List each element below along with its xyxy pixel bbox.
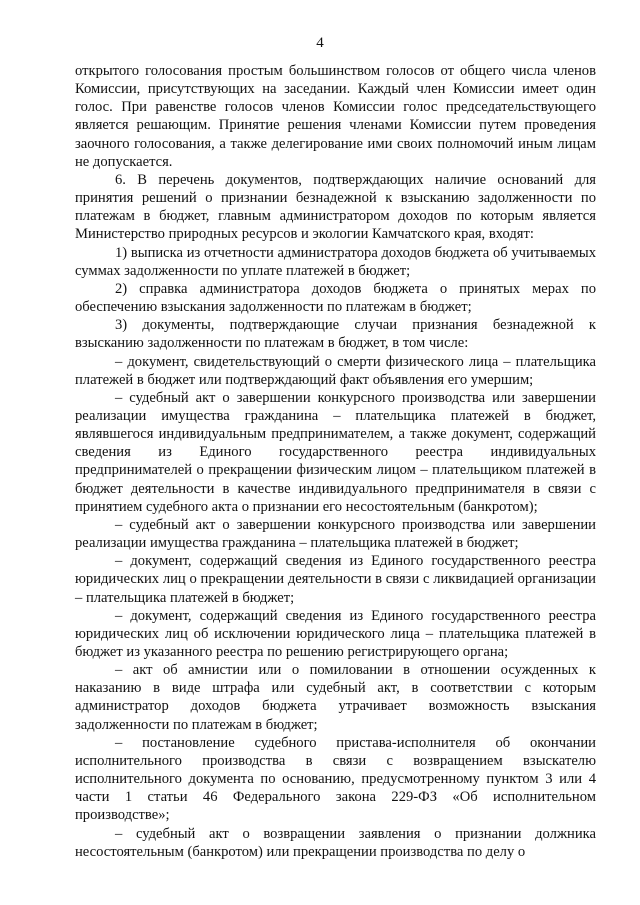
paragraph-item-6: 6. В перечень документов, подтверждающих наличие оснований для принятия решений о признании безнадежной к взысканию задолженности по платежам в бюджет, главным администратором доходов по которым является Министерство природных ресурсов и экологии Камчатского края, входят: [75, 171, 596, 243]
page-number: 4 [316, 35, 324, 51]
paragraph-voting-continuation: открытого голосования простым большинством голосов от общего числа членов Комиссии, присутствующих на заседании. Каждый член Комиссии имеет один голос. При равенстве голосов членов Комиссии голос председательствующего является решающим. Принятие решения членами Комиссии путем проведения заочного голосования, а также делегирование ими своих полномочий иным лицам не допускается. [75, 63, 596, 170]
dash-item-liquidation-document: – документ, содержащий сведения из Единого государственного реестра юридических лиц о прекращении деятельности в связи с ликвидацией организации – плательщика платежей в бюджет; [75, 553, 596, 606]
dash-item-amnesty-act: – акт об амнистии или о помиловании в отношении осужденных к наказанию в виде штрафа или судебный акт, в соответствии с которым администратор доходов бюджета утрачивает возможность взыскания задолженности по платежам в бюджет; [75, 662, 596, 733]
list-item-1-statement: 1) выписка из отчетности администратора доходов бюджета об учитываемых суммах задолженности по уплате платежей в бюджет; [75, 244, 596, 279]
list-item-3-documents: 3) документы, подтверждающие случаи признания безнадежной к взысканию задолженности по платежам в бюджет, в том числе: [75, 317, 596, 352]
document-body [75, 62, 596, 861]
dash-item-exclusion-document: – документ, содержащий сведения из Единого государственного реестра юридических лиц об исключении юридического лица – плательщика платежей в бюджет из указанного реестра по решению регистрирующего органа; [75, 607, 596, 660]
dash-item-death-document: – документ, свидетельствующий о смерти физического лица – плательщика платежей в бюджет или подтверждающий факт объявления его умершим; [75, 353, 596, 388]
list-item-2-certificate: 2) справка администратора доходов бюджета о принятых мерах по обеспечению взыскания задолженности по платежам в бюджет; [75, 280, 596, 316]
dash-item-bankruptcy-court-act: – судебный акт о возвращении заявления о признании должника несостоятельным (банкротом) или прекращении производства по делу о [75, 825, 596, 860]
dash-item-court-act-citizen: – судебный акт о завершении конкурсного производства или завершении реализации имущества гражданина – плательщика платежей в бюджет; [75, 516, 596, 552]
dash-item-court-act-entrepreneur: – судебный акт о завершении конкурсного производства или завершении реализации имущества гражданина – плательщика платежей в бюджет, являвшегося индивидуальным предпринимателем, а также документ, содержащий сведения из Единого государственного реестра индивидуальных предпринимателей о прекращении физическим лицом – плательщиком платежей в бюджет деятельности в качестве индивидуального предпринимателя в связи с принятием судебного акта о признании его несостоятельным (банкротом); [75, 389, 596, 515]
dash-item-bailiff-resolution: – постановление судебного пристава-исполнителя об окончании исполнительного производства в связи с возвращением взыскателю исполнительного документа по основанию, предусмотренному пунктом 3 или 4 части 1 статьи 46 Федерального закона 229-ФЗ «Об исполнительном производстве»; [75, 734, 596, 824]
